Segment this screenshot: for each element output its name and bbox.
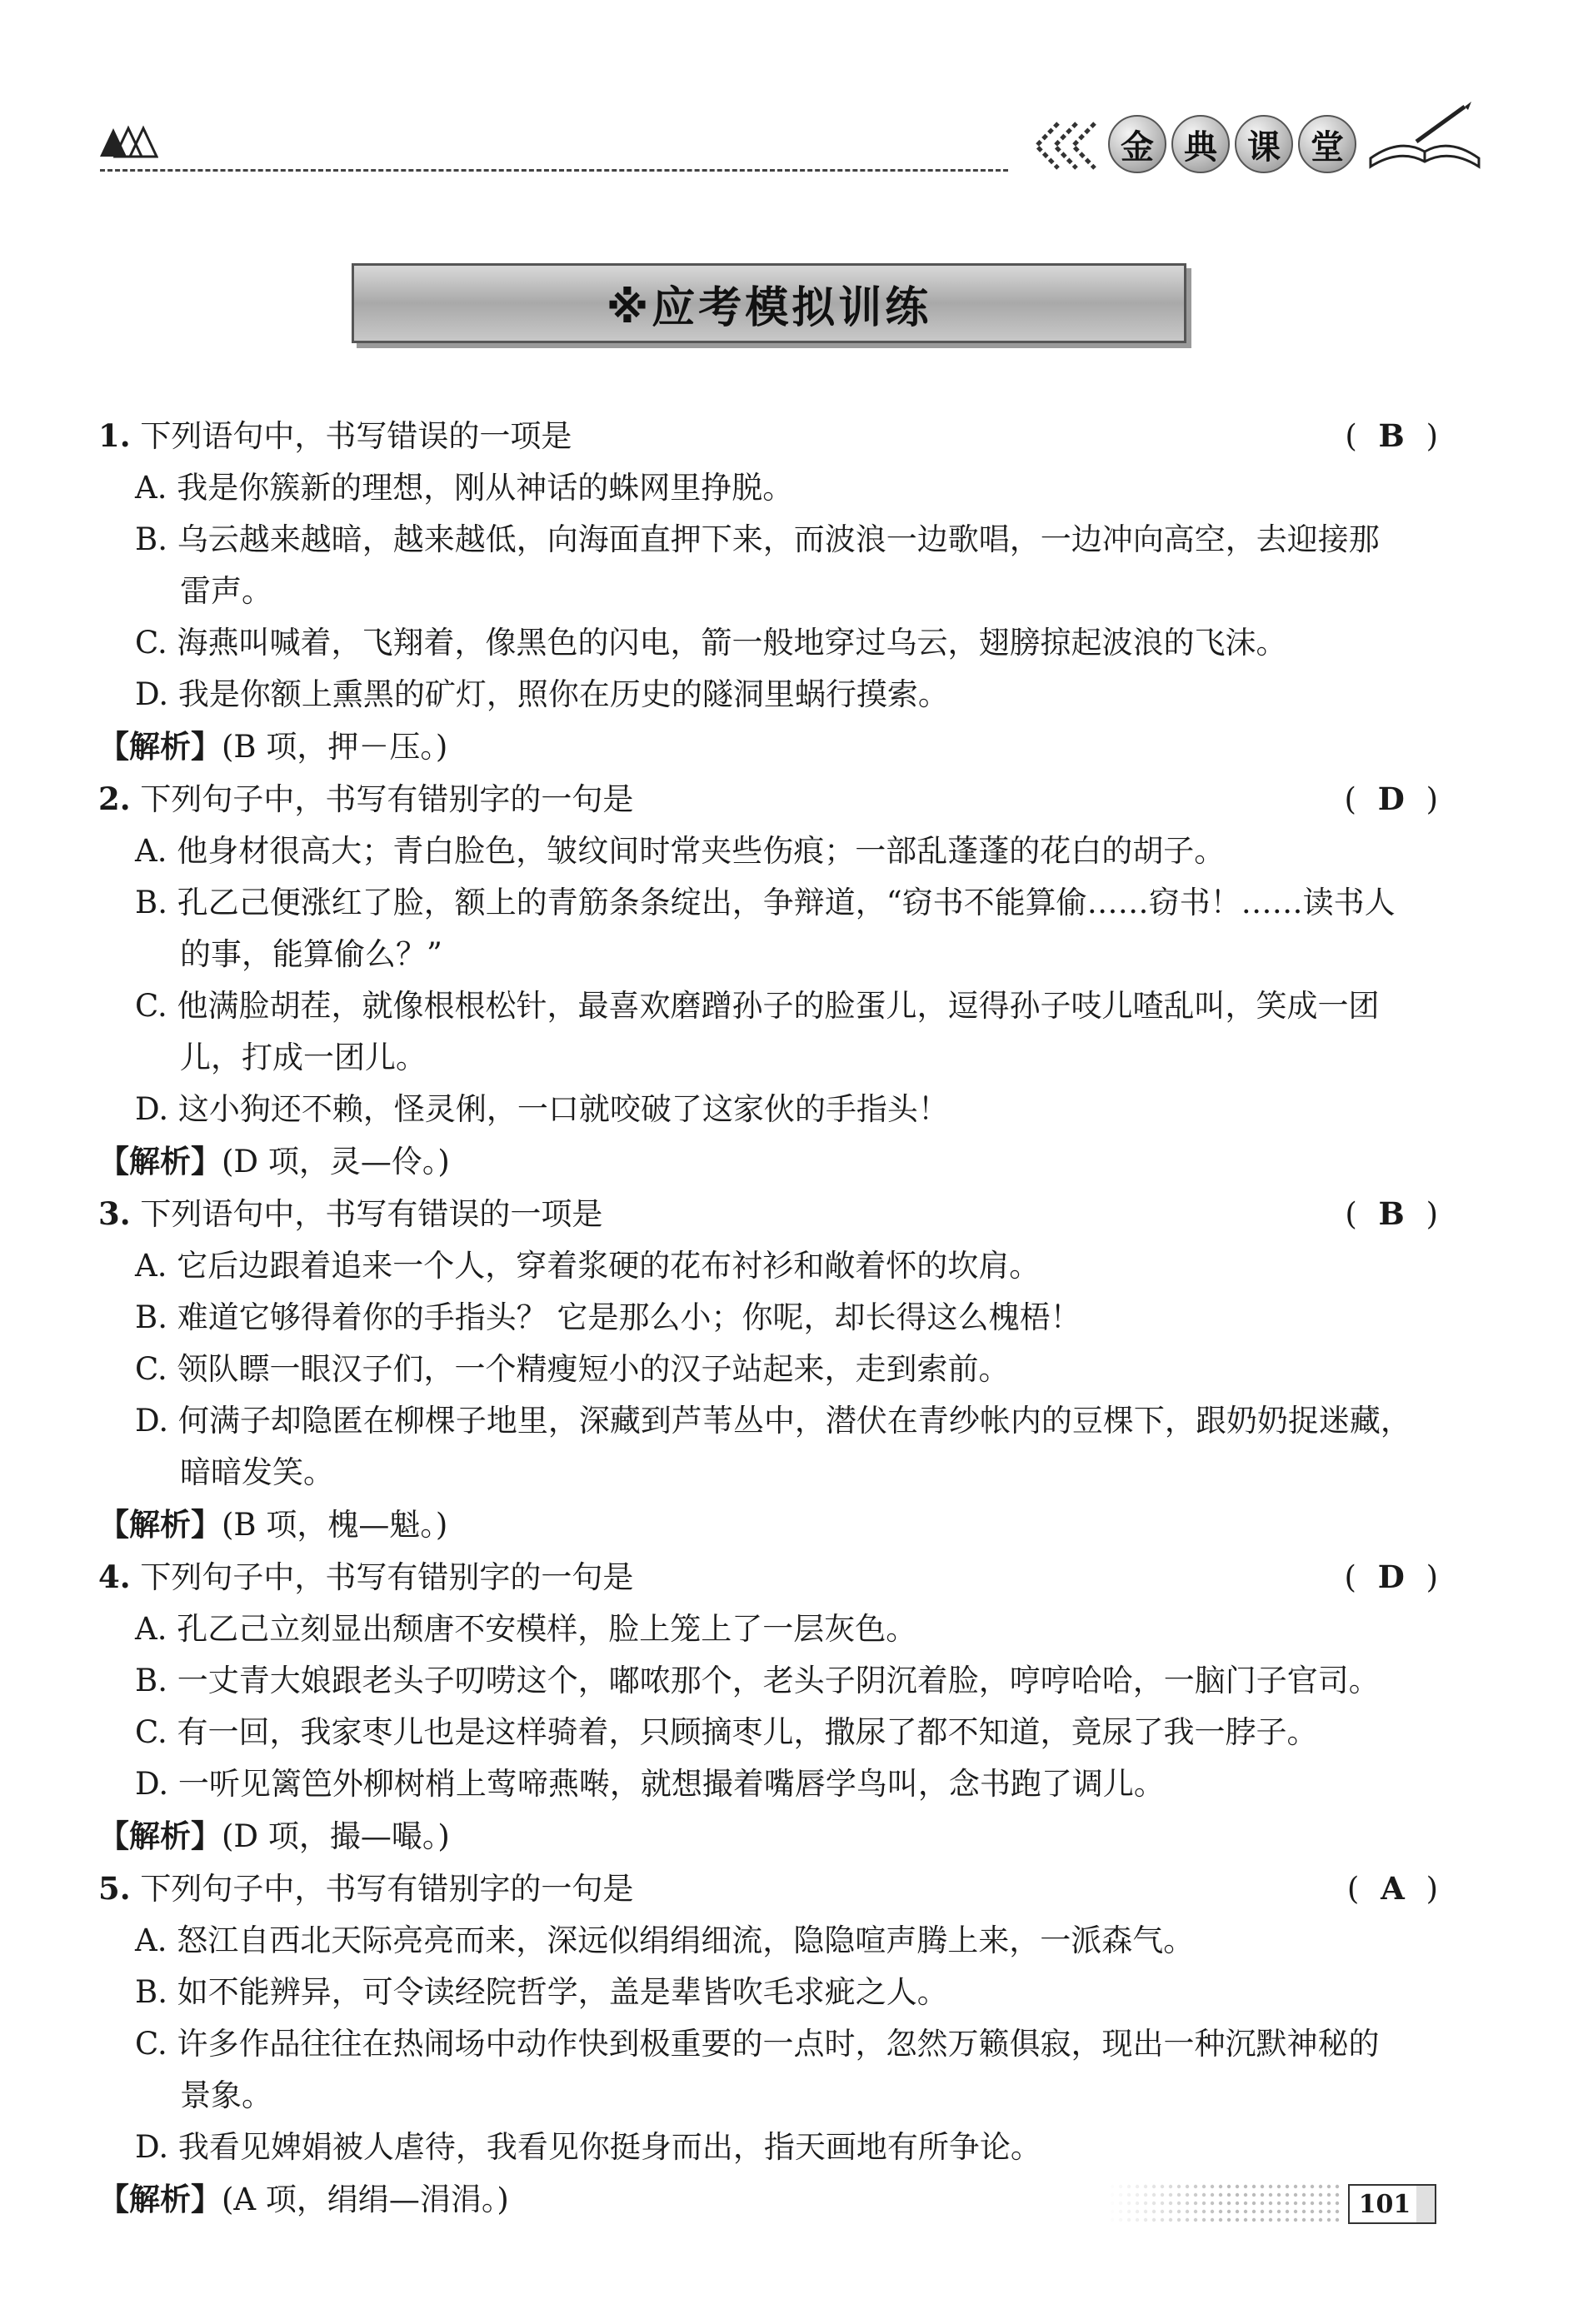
analysis-label: 【解析】 <box>98 1506 222 1543</box>
question-stem: 下列句子中，书写有错别字的一句是 <box>140 1559 634 1595</box>
section-title: ※应考模拟训练 <box>606 282 932 333</box>
question-number: 5. <box>98 1870 131 1907</box>
analysis <box>98 721 1448 773</box>
brand-char: 堂 <box>1298 115 1356 173</box>
option: C. 领队瞟一眼汉子们，一个精瘦短小的汉子站起来，走到索前。 <box>135 1351 1010 1387</box>
question <box>98 1863 1448 2226</box>
page-number-tab <box>1416 2184 1436 2224</box>
option: B. 如不能辨异，可令读经院哲学，盖是辈皆吹毛求疵之人。 <box>135 1974 948 2010</box>
brand-char: 典 <box>1171 115 1230 173</box>
question-number: 3. <box>98 1195 131 1232</box>
analysis-text: (D 项，灵—伶。) <box>222 1144 450 1179</box>
option: D. 我看见婢娟被人虐待，我看见你挺身而出，指天画地有所争论。 <box>135 2129 1041 2165</box>
page-number: 101 <box>1348 2184 1421 2224</box>
question-stem-row <box>98 1188 1448 1240</box>
option: A. 我是你簇新的理想，刚从神话的蛛网里挣脱。 <box>135 470 794 506</box>
question <box>98 1551 1448 1863</box>
answer-bracket: ( D ) <box>1344 780 1438 817</box>
chevron-left-icon <box>1025 117 1100 175</box>
question-stem-row <box>98 773 1448 825</box>
question-list <box>98 410 1448 2226</box>
question-number: 4. <box>98 1558 131 1595</box>
question-stem-row <box>98 1551 1448 1603</box>
header-dashed-rule <box>100 169 1008 172</box>
option: C. 海燕叫喊着，飞翔着，像黑色的闪电，箭一般地穿过乌云，翅膀掠起波浪的飞沫。 <box>135 625 1287 661</box>
footer-dot-pattern-icon <box>1108 2182 1341 2224</box>
answer-letter: B <box>1378 1195 1405 1232</box>
question <box>98 410 1448 773</box>
analysis <box>98 1499 1448 1551</box>
analysis <box>98 1135 1448 1188</box>
question-number: 2. <box>98 780 131 817</box>
analysis <box>98 1810 1448 1863</box>
option-continuation: 儿，打成一团儿。 <box>180 1040 427 1075</box>
brand-char: 课 <box>1235 115 1293 173</box>
question <box>98 773 1448 1188</box>
answer-bracket: ( D ) <box>1344 1558 1438 1595</box>
option: A. 他身材很高大；青白脸色，皱纹间时常夹些伤痕；一部乱蓬蓬的花白的胡子。 <box>135 833 1226 869</box>
analysis-label: 【解析】 <box>98 728 222 765</box>
answer-letter: D <box>1377 780 1405 817</box>
option-continuation: 雷声。 <box>180 573 272 609</box>
question-stem: 下列语句中，书写有错误的一项是 <box>140 1196 603 1232</box>
section-banner <box>352 263 1186 343</box>
answer-letter: D <box>1377 1558 1405 1595</box>
option: B. 一丈青大娘跟老头子叨唠这个，嘟哝那个，老头子阴沉着脸，哼哼哈哈，一脑门子官司。 <box>135 1663 1380 1698</box>
question-stem: 下列语句中，书写错误的一项是 <box>140 418 572 454</box>
analysis-label: 【解析】 <box>98 1818 222 1854</box>
option: D. 这小狗还不赖，怪灵俐，一口就咬破了这家伙的手指头！ <box>135 1091 949 1127</box>
brand-logo <box>1108 115 1356 173</box>
analysis-text: (A 项，绢绢—涓涓。) <box>222 2182 509 2217</box>
option-continuation: 的事，能算偷么？” <box>180 936 442 972</box>
option: D. 何满子却隐匿在柳棵子地里，深藏到芦苇丛中，潜伏在青纱帐内的豆棵下，跟奶奶捉迷藏， <box>135 1403 1411 1439</box>
question <box>98 1188 1448 1551</box>
analysis-label: 【解析】 <box>98 1143 222 1179</box>
option: C. 有一回，我家枣儿也是这样骑着，只顾摘枣儿，撒尿了都不知道，竟尿了我一脖子。 <box>135 1714 1318 1750</box>
option-continuation: 景象。 <box>180 2077 272 2113</box>
analysis-text: (B 项，槐—魁。) <box>222 1507 448 1543</box>
question-stem: 下列句子中，书写有错别字的一句是 <box>140 1871 634 1907</box>
analysis-text: (B 项，押－压。) <box>222 729 448 765</box>
answer-bracket: ( B ) <box>1345 1195 1438 1232</box>
question-number: 1. <box>98 417 131 454</box>
option: B. 难道它够得着你的手指头？ 它是那么小；你呢，却长得这么槐梧！ <box>135 1299 1081 1335</box>
analysis-label: 【解析】 <box>98 2181 222 2217</box>
option: C. 他满脸胡茬，就像根根松针，最喜欢磨蹭孙子的脸蛋儿，逗得孙子吱儿喳乱叫，笑成一团 <box>135 988 1380 1024</box>
analysis-text: (D 项，撮—嘬。) <box>222 1818 450 1854</box>
option: A. 怒江自西北天际亮亮而来，深远似绢绢细流，隐隐喧声腾上来，一派森气。 <box>135 1923 1195 1958</box>
option: C. 许多作品往往在热闹场中动作快到极重要的一点时，忽然万籁俱寂，现出一种沉默神秘的 <box>135 2026 1380 2062</box>
option: D. 我是你额上熏黑的矿灯，照你在历史的隧洞里蜗行摸索。 <box>135 676 949 712</box>
option-continuation: 暗暗发笑。 <box>180 1454 334 1490</box>
question-stem: 下列句子中，书写有错别字的一句是 <box>140 781 634 817</box>
option: A. 孔乙己立刻显出颓唐不安模样，脸上笼上了一层灰色。 <box>135 1611 917 1647</box>
option: A. 它后边跟着追来一个人，穿着浆硬的花布衬衫和敞着怀的坎肩。 <box>135 1248 1041 1284</box>
option: D. 一听见篱笆外柳树梢上莺啼燕啭，就想撮着嘴唇学鸟叫，念书跑了调儿。 <box>135 1766 1165 1802</box>
question-stem-row <box>98 1863 1448 1915</box>
option: B. 乌云越来越暗，越来越低，向海面直押下来，而波浪一边歌唱，一边冲向高空，去迎接那 <box>135 521 1380 557</box>
question-stem-row <box>98 410 1448 462</box>
brand-char: 金 <box>1108 115 1166 173</box>
answer-bracket: ( B ) <box>1345 417 1438 454</box>
answer-letter: A <box>1381 1870 1405 1907</box>
option: B. 孔乙己便涨红了脸，额上的青筋条条绽出，争辩道，“窃书不能算偷……窃书！……读书人 <box>135 885 1396 920</box>
answer-letter: B <box>1378 417 1405 454</box>
open-book-pen-icon <box>1366 100 1483 175</box>
header-triangles-icon <box>100 125 158 158</box>
answer-bracket: ( A ) <box>1346 1870 1438 1907</box>
